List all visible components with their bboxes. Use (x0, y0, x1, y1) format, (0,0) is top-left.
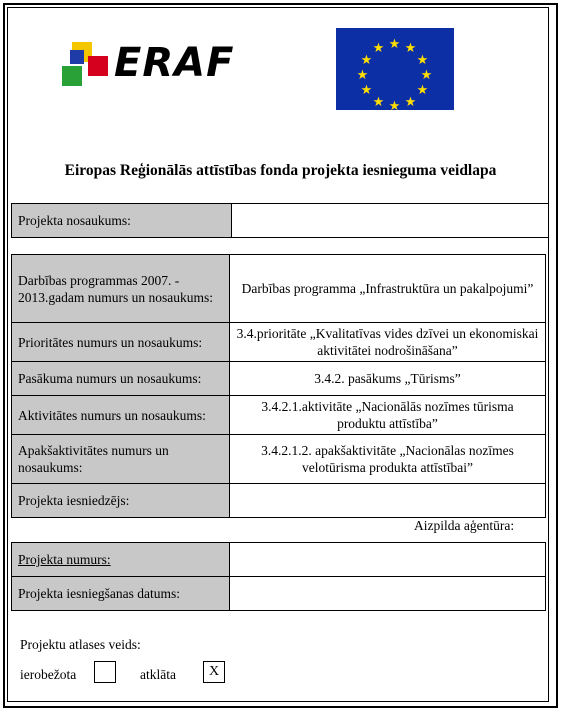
star-icon: ★ (416, 83, 429, 98)
agency-table (11, 542, 546, 611)
activity-value: 3.4.2.1.aktivitāte „Nacionālās nozīmes tūrisma produktu attīstība” (230, 396, 546, 435)
star-icon: ★ (360, 53, 373, 68)
option-limited-label: ierobežota (20, 667, 77, 682)
eraf-logo (62, 40, 235, 90)
star-icon: ★ (372, 95, 385, 110)
star-icon: ★ (416, 53, 429, 68)
eu-flag-icon (336, 28, 454, 114)
project-name-table (11, 203, 549, 238)
option-open-checkbox[interactable]: X (203, 661, 225, 683)
blue-square (70, 50, 84, 64)
option-limited-checkbox[interactable] (94, 661, 116, 683)
eraf-logo-text: ERAF (114, 40, 235, 86)
project-number-field[interactable] (230, 543, 546, 577)
applicant-label: Projekta iesniedzējs: (12, 484, 230, 518)
selection-type-label: Projektu atlases veids: (20, 637, 141, 652)
programme-table (11, 254, 546, 518)
applicant-field[interactable] (230, 484, 546, 518)
star-icon: ★ (372, 41, 385, 56)
star-icon: ★ (388, 99, 401, 114)
measure-value: 3.4.2. pasākums „Tūrisms” (230, 362, 546, 396)
measure-label: Pasākuma numurs un nosaukums: (12, 362, 230, 396)
project-name-label: Projekta nosaukums: (12, 204, 232, 238)
agency-note: Aizpilda aģentūra: (414, 518, 515, 533)
option-open-label: atklāta (140, 667, 176, 682)
star-icon: ★ (360, 83, 373, 98)
project-number-label: Projekta numurs: (12, 543, 230, 577)
star-icon: ★ (404, 41, 417, 56)
star-icon: ★ (404, 95, 417, 110)
programme-label: Darbības programmas 2007. - 2013.gadam numurs un nosaukums: (12, 255, 230, 323)
eraf-squares-icon (62, 42, 108, 88)
programme-value: Darbības programma „Infrastruktūra un pakalpojumi” (230, 255, 546, 323)
red-square (88, 56, 108, 76)
activity-label: Aktivitātes numurs un nosaukums: (12, 396, 230, 435)
subactivity-label: Apakšaktivitātes numurs un nosaukums: (12, 435, 230, 484)
priority-value: 3.4.prioritāte „Kvalitatīvas vides dzīvei un ekonomiskai aktivitātei nodrošināšana” (230, 323, 546, 362)
project-name-field[interactable] (232, 204, 549, 238)
star-icon: ★ (388, 37, 401, 52)
priority-label: Prioritātes numurs un nosaukums: (12, 323, 230, 362)
submission-date-field[interactable] (230, 577, 546, 611)
star-icon: ★ (356, 68, 369, 83)
submission-date-label: Projekta iesniegšanas datums: (12, 577, 230, 611)
green-square (62, 66, 82, 86)
subactivity-value: 3.4.2.1.2. apakšaktivitāte „Nacionālas nozīmes velotūrisma produkta attīstībai” (230, 435, 546, 484)
form-title: Eiropas Reģionālās attīstības fonda projekta iesnieguma veidlapa (64, 162, 497, 179)
star-icon: ★ (420, 68, 433, 83)
